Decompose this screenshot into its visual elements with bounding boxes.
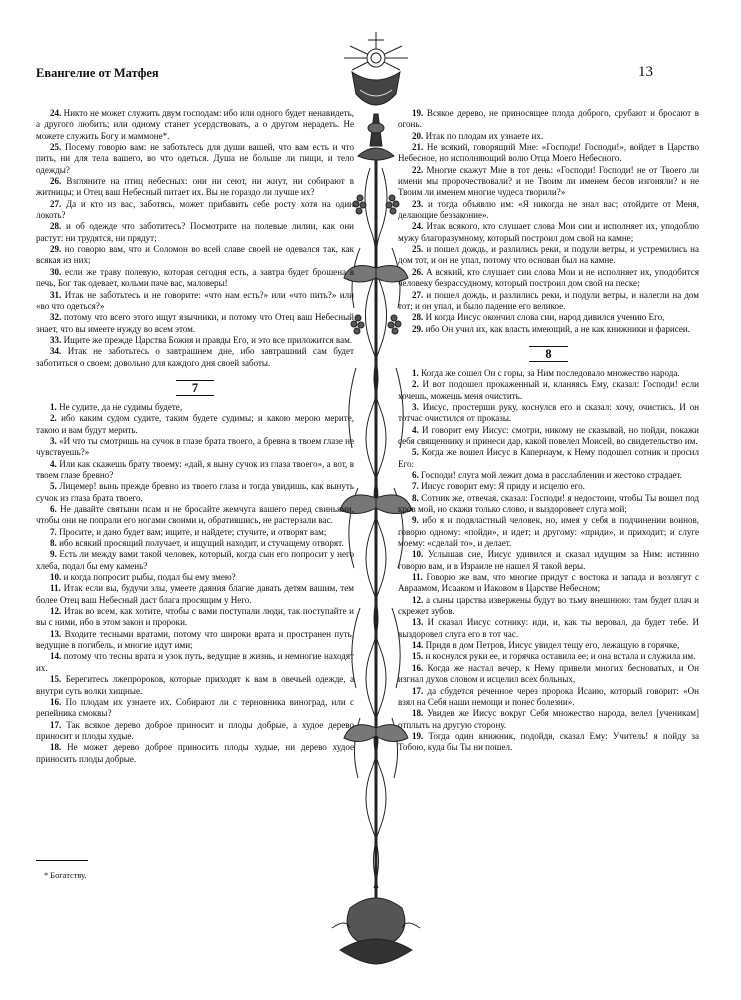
verse (398, 617, 699, 640)
verse-text: «И что ты смотришь на сучок в глазе брата твоего, а бревна в твоем глазе не чувствуешь?» (36, 435, 354, 458)
verse-text: Итак всякого, кто слушает слова Мои сии и исполняет их, уподоблю мужу благоразумному, который построил дом свой на камне; (398, 221, 699, 243)
verse-text: Тогда один книжник, подойдя, сказал Ему: Учитель! я пойду за Тобою, куда бы Ты ни пошел. (398, 730, 700, 753)
verse (398, 402, 699, 425)
verse-number: 27. (412, 289, 424, 300)
verse (398, 199, 699, 222)
verse-number: 25. (50, 142, 62, 153)
verse-number: 6. (412, 469, 419, 480)
verse-number: 26. (50, 176, 62, 187)
verse (36, 606, 354, 629)
verse-number: 27. (50, 198, 62, 209)
verse-text: И сказал Иисус сотнику: иди, и, как ты веровал, да будет тебе. И выздоровел слуга его в тот час. (398, 617, 699, 639)
verse-text: По плодам их узнаете их. Собирают ли с терновника виноград, или с репейника смоквы? (36, 696, 354, 719)
verse-text: Итак по плодам их узнаете их. (425, 130, 544, 141)
verse-text: Итак не заботьтесь и не говорите: «что нам есть?» или «что пить?» или «во что одеться?» (36, 289, 354, 311)
verse-number: 7. (50, 526, 57, 537)
chapter-number: 7 (176, 380, 214, 396)
verse-number: 12. (412, 594, 424, 605)
verse-number: 2. (412, 379, 419, 390)
verse (398, 731, 699, 754)
verse-text: Лицемер! вынь прежде бревно из твоего глаза и тогда увидишь, как вынуть сучок из глаза брата твоего. (36, 481, 355, 503)
verse (36, 199, 354, 222)
verse-number: 21. (412, 142, 424, 153)
verse-text: Когда же вошел Иисус в Капернаум, к Нему подошел сотник и просил Его: (398, 447, 699, 469)
verse-number: 13. (412, 617, 424, 628)
verse-text: Никто не может служить двум господам: ибо или одного будет ненавидеть, а другого любить; или одному станет усердствовать, а о другом нерадеть. Не можете служить Богу и маммоне*. (36, 108, 355, 141)
verse (398, 651, 699, 662)
verse (398, 131, 699, 142)
verse-text: Входите тесными вратами, потому что широки врата и пространен путь, ведущие в погибель, и многие идут ими; (36, 628, 354, 651)
verse (398, 493, 699, 516)
verse-text: Услышав сие, Иисус удивился и сказал идущим за Ним: истинно говорю вам, и в Израиле не нашел Я такой веры. (398, 549, 699, 571)
verse-number: 26. (412, 266, 424, 277)
verse-number: 25. (412, 244, 424, 255)
verse-text: Не может дерево доброе приносить плоды худые, ни дерево худое приносить плоды добрые. (36, 742, 355, 764)
verse-number: 19. (412, 730, 424, 741)
chapter-heading (398, 346, 699, 362)
verse-text: Да и кто из вас, заботясь, может прибавить себе росту хотя на один локоть? (36, 198, 355, 221)
verse-text: да сбудется реченное через пророка Исаию, который говорит: «Он взял на Себя наши немощи и понес болезни». (398, 685, 699, 707)
verse-text: Итак если вы, будучи злы, умеете даяния благие давать детям вашим, тем более Отец ваш Небесный даст блага просящим у Него. (36, 583, 354, 605)
verse-number: 16. (50, 696, 62, 707)
verse (36, 221, 354, 244)
verse (398, 549, 699, 572)
verse-number: 29. (412, 323, 424, 334)
verse (36, 312, 354, 335)
footnote: * Богатству. (44, 871, 87, 880)
verse-text: если же траву полевую, которая сегодня есть, а завтра будет брошена в печь, Бог так одевает, кольми паче вас, маловеры! (36, 266, 355, 289)
verse-text: Или как скажешь брату твоему: «дай, я выну сучок из глаза твоего», а вот, в твоем глазе бревно? (36, 458, 354, 480)
verse-text: и об одежде что заботитесь? Посмотрите на полевые лилии, как они растут: ни трудятся, ни прядут; (36, 221, 355, 243)
verse-text: Итак не заботьтесь о завтрашнем дне, ибо завтрашний сам будет заботиться о своем: довольно для каждого дня своей заботы. (36, 346, 354, 368)
verse-text: Иисус, простерши руку, коснулся его и сказал: хочу, очистись. И он тотчас очистился от проказы. (398, 401, 700, 424)
verse-number: 16. (412, 662, 424, 673)
verse (398, 165, 699, 199)
verse-text: и коснулся руки ее, и горячка оставила ее; и она встала и служила им. (425, 651, 696, 662)
verse (398, 447, 699, 470)
verse (398, 324, 699, 335)
verse (36, 527, 354, 538)
verse-number: 24. (412, 221, 424, 232)
left-column (36, 108, 354, 765)
verse-number: 6. (50, 504, 57, 514)
verse-number: 12. (50, 606, 62, 617)
verse (36, 481, 354, 504)
verse-text: Не всякий, говорящий Мне: «Господи! Господи!», войдет в Царство Небесное, но исполняющий волю Отца Моего Небесного. (398, 142, 699, 164)
verse-number: 23. (412, 198, 424, 209)
verse-number: 28. (50, 221, 62, 232)
verse-text: И когда Иисус окончил слова сии, народ дивился учению Его, (425, 312, 665, 323)
verse-text: Ищите же прежде Царства Божия и правды Его, и это все приложится вам. (63, 334, 353, 345)
verse-text: Говорю же вам, что многие придут с востока и запада и возлягут с Авраамом, Исааком и Иаковом в Царстве Небесном; (398, 572, 700, 594)
verse-number: 24. (50, 108, 62, 118)
verse (36, 402, 354, 413)
verse-number: 11. (50, 583, 61, 594)
verse-number: 17. (50, 719, 62, 730)
verse-number: 31. (50, 289, 62, 300)
verse-number: 18. (412, 708, 424, 719)
verse-number: 19. (412, 108, 424, 118)
verse (36, 583, 354, 606)
verse-text: Посему говорю вам: не заботьтесь для души вашей, что вам есть и что пить, ни для тела вашего, во что одеться. Душа не больше ли пищи, и тело одежды? (36, 142, 354, 175)
verse (36, 413, 354, 436)
verse-text: Когда же сошел Он с горы, за Ним последовало множество народа. (421, 367, 680, 378)
verse-number: 29. (50, 244, 62, 255)
verse-number: 9. (412, 515, 419, 526)
verse (398, 379, 699, 402)
verse (36, 504, 354, 527)
verse (398, 595, 699, 618)
verse-text: потому что всего этого ищут язычники, и потому что Отец ваш Небесный знает, что вы имеете нужду во всем этом. (36, 312, 355, 334)
verse (398, 108, 699, 131)
verse-text: Господи! слуга мой лежит дома в расслаблении и жестоко страдает. (421, 469, 682, 480)
verse (36, 629, 354, 652)
verse-number: 4. (50, 458, 57, 469)
verse-number: 3. (50, 435, 57, 446)
verse (36, 674, 354, 697)
verse-number: 32. (50, 312, 62, 323)
verse (36, 335, 354, 346)
verse (36, 108, 354, 142)
verse-text: Придя в дом Петров, Иисус увидел тещу его, лежащую в горячке, (425, 640, 680, 651)
verse-number: 1. (412, 367, 419, 378)
verse-number: 13. (50, 628, 62, 639)
verse (398, 312, 699, 323)
verse (398, 221, 699, 244)
verse (36, 142, 354, 176)
verse-number: 9. (50, 549, 57, 560)
verse-text: и тогда объявлю им: «Я никогда не знал вас; отойдите от Меня, делающие беззаконие». (398, 198, 699, 221)
chapter-heading (36, 380, 354, 396)
verse-text: Сотник же, отвечая, сказал: Господи! я недостоин, чтобы Ты вошел под кров мой, но скажи только слово, и выздоровеет слуга мой; (398, 492, 699, 514)
verse-number: 14. (412, 640, 424, 651)
verse-number: 5. (50, 481, 57, 492)
verse-number: 15. (412, 651, 424, 662)
verse-text: Есть ли между вами такой человек, который, когда сын его попросит у него хлеба, подал бы ему камень? (36, 549, 354, 571)
footnote-rule (36, 860, 88, 861)
right-verses-chapter (398, 368, 699, 754)
verse-text: и пошел дождь, и разлились реки, и подули ветры, и устремились на дом тот, и он не упал, потому что основан был на камне. (398, 244, 699, 266)
verse-number: 15. (50, 674, 62, 685)
verse (36, 538, 354, 549)
verse-text: ибо всякий просящий получает, и ищущий находит, и стучащему отворят. (59, 538, 344, 549)
verse (398, 663, 699, 686)
verse-number: 10. (412, 549, 424, 560)
verse-number: 2. (50, 413, 57, 424)
verse (398, 686, 699, 709)
right-verses-top (398, 108, 699, 335)
verse-text: Не давайте святыни псам и не бросайте жемчуга вашего перед свиньями, чтобы они не попрали его ногами своими и, обратившись, не растерзали вас. (36, 504, 355, 526)
verse (398, 290, 699, 313)
verse-number: 33. (50, 334, 62, 345)
verse-text: Всякое дерево, не приносящее плода доброго, срубают и бросают в огонь. (398, 108, 699, 130)
verse-number: 28. (412, 312, 424, 323)
verse (36, 572, 354, 583)
verse (398, 142, 699, 165)
verse-text: Увидев же Иисус вокруг Себя множество народа, велел [ученикам] отплыть на другую сторону. (398, 708, 699, 730)
verse-text: Иисус говорит ему: Я приду и исцелю его. (421, 481, 585, 492)
verse-number: 20. (412, 130, 424, 141)
verse (398, 244, 699, 267)
verse (36, 436, 354, 459)
verse (36, 697, 354, 720)
verse-number: 11. (412, 572, 423, 583)
verse-text: Многие скажут Мне в тот день: «Господи! Господи! не от Твоего ли имени мы пророчествовали? и не Твоим ли именем бесов изгоняли? и не Твоим ли именем многие чудеса творили?» (398, 164, 699, 198)
verse-number: 7. (412, 481, 419, 492)
verse-number: 22. (412, 164, 424, 175)
chapter-number: 8 (529, 346, 567, 362)
verse (398, 267, 699, 290)
verse-number: 17. (412, 685, 424, 696)
verse-text: ибо я и подвластный человек, но, имея у себя в подчинении воинов, говорю одному: «пойди», и идет; и другому: «приди», и приходит; и слуге моему: «сделай то», и делает. (398, 515, 700, 549)
verse-text: Итак во всем, как хотите, чтобы с вами поступали люди, так поступайте и вы с ними, ибо в этом закон и пророки. (36, 606, 354, 628)
verse-number: 10. (50, 572, 62, 583)
left-verses-chapter (36, 402, 354, 765)
verse-text: Берегитесь лжепророков, которые приходят к вам в овечьей одежде, а внутри суть волки хищные. (36, 674, 354, 696)
verse (398, 640, 699, 651)
verse-text: и пошел дождь, и разлились реки, и подули ветры, и налегли на дом тот; и он упал, и было падение его великое. (398, 289, 699, 311)
verse-text: потому что тесны врата и узок путь, ведущие в жизнь, и немногие находят их. (36, 651, 354, 673)
verse (36, 176, 354, 199)
verse-number: 30. (50, 266, 62, 277)
running-title: Евангелие от Матфея (36, 66, 159, 80)
verse (398, 572, 699, 595)
verse-text: а сыны царства извержены будут во тьму внешнюю: там будет плач и скрежет зубов. (398, 594, 699, 617)
verse-number: 5. (412, 447, 419, 458)
verse-number: 8. (412, 492, 419, 503)
verse (398, 470, 699, 481)
verse-text: И вот подошел прокаженный и, кланяясь Ему, сказал: Господи! если хочешь, можешь меня очистить. (398, 379, 700, 401)
verse-text: и когда попросит рыбы, подал бы ему змею? (63, 572, 236, 583)
verse (36, 459, 354, 482)
verse-number: 14. (50, 651, 62, 662)
verse-text: Когда же настал вечер, к Нему привели многих бесноватых, и Он изгнал духов словом и исцелил всех больных, (398, 662, 700, 685)
verse (398, 481, 699, 492)
verse-number: 4. (412, 424, 419, 435)
verse-text: Взгляните на птиц небесных: они ни сеют, ни жнут, ни собирают в житницы; и Отец ваш Небесный питает их. Вы не гораздо ли лучше их? (36, 176, 355, 198)
verse-text: ибо каким судом судите, таким будете судимы; и какою мерою мерите, такою и вам будут мерить. (36, 413, 355, 435)
verse-number: 8. (50, 538, 57, 549)
verse (398, 515, 699, 549)
verse (36, 267, 354, 290)
verse-number: 1. (50, 401, 57, 412)
verse (36, 651, 354, 674)
verse-number: 34. (50, 346, 62, 357)
verse-text: Просите, и дано будет вам; ищите, и найдете; стучите, и отворят вам; (59, 526, 327, 537)
verse-number: 3. (412, 401, 419, 412)
page-number: 13 (638, 64, 653, 80)
verse (398, 425, 699, 448)
verse (36, 549, 354, 572)
verse (36, 720, 354, 743)
verse (398, 368, 699, 379)
verse-text: А всякий, кто слушает сии слова Мои и не исполняет их, уподобится человеку безрассудному, который построил дом свой на песке; (398, 266, 699, 289)
verse (36, 742, 354, 765)
verse-text: Так всякое дерево доброе приносит и плоды добрые, а худое дерево приносит и плоды худые. (36, 719, 355, 741)
verse-text: Не судите, да не судимы будете, (59, 401, 183, 412)
verse-text: И говорит ему Иисус: смотри, никому не сказывай, но пойди, покажи себя священнику и принеси дар, какой повелел Моисей, во свидетельство им. (398, 424, 699, 446)
verse-number: 18. (50, 742, 62, 753)
left-verses-top (36, 108, 354, 369)
verse-text: но говорю вам, что и Соломон во всей славе своей не одевался так, как всякая из них; (36, 244, 354, 266)
right-column (398, 108, 699, 754)
verse (398, 708, 699, 731)
verse (36, 346, 354, 369)
verse (36, 290, 354, 313)
verse (36, 244, 354, 267)
verse-text: ибо Он учил их, как власть имеющий, а не как книжники и фарисеи. (425, 323, 690, 334)
